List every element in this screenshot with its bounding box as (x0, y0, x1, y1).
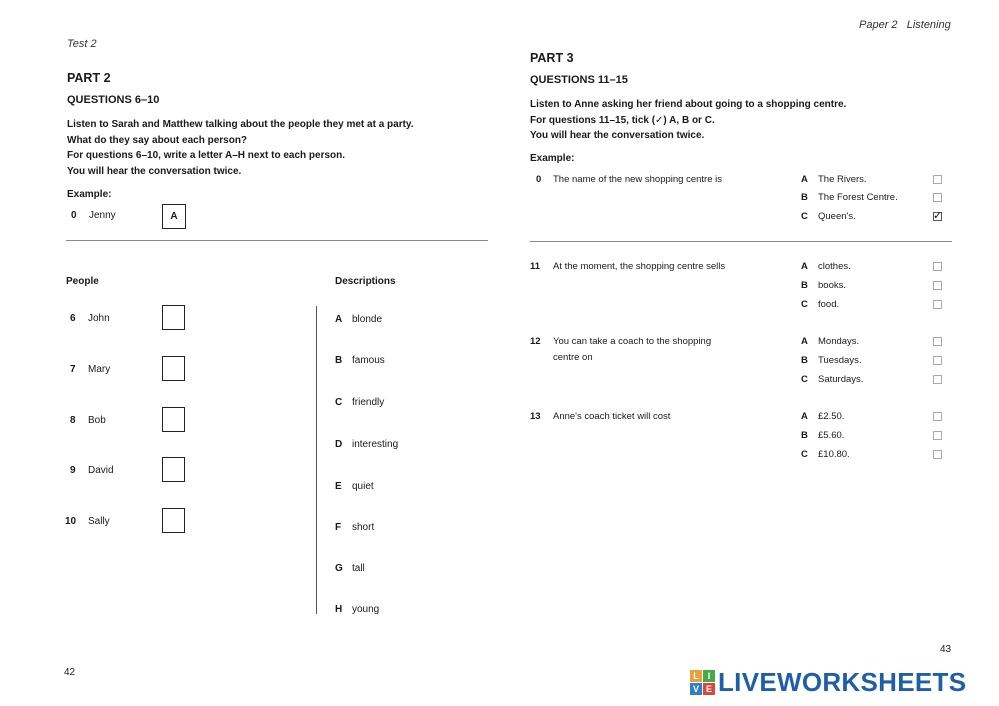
person-number: 10 (65, 516, 77, 527)
option-letter: B (801, 192, 808, 203)
left-divider (66, 240, 488, 241)
example-name: Jenny (89, 210, 116, 221)
description-letter: H (335, 604, 343, 615)
instruction-line: Listen to Sarah and Matthew talking about the people they met at a party. (67, 119, 414, 130)
person-name: Bob (88, 415, 106, 426)
description-text: friendly (352, 397, 385, 408)
description-text: interesting (352, 439, 399, 450)
tickbox-12-b[interactable] (933, 356, 942, 365)
description-text: famous (352, 355, 385, 366)
left-example-label: Example: (67, 189, 112, 200)
description-letter: D (335, 439, 343, 450)
instruction-line: For questions 6–10, write a letter A–H next to each person. (67, 150, 346, 161)
descriptions-divider (316, 306, 317, 614)
option-text: £2.50. (818, 411, 845, 422)
answer-box-7[interactable] (162, 356, 185, 381)
right-example-label: Example: (530, 153, 575, 164)
option-text: clothes. (818, 261, 851, 272)
question-number: 13 (530, 411, 541, 422)
option-text: Tuesdays. (818, 355, 862, 366)
part-2-title: PART 2 (67, 71, 111, 85)
person-number: 6 (70, 313, 76, 324)
tickbox-13-a[interactable] (933, 412, 942, 421)
person-name: John (88, 313, 110, 324)
right-page-number: 43 (940, 644, 952, 655)
example-tickbox-c-checked (933, 212, 942, 221)
person-name: Mary (88, 364, 111, 375)
instruction-line: What do they say about each person? (67, 134, 248, 146)
option-text: £10.80. (818, 449, 850, 460)
person-number: 9 (70, 465, 76, 476)
left-running-header: Test 2 (67, 38, 97, 50)
description-letter: B (335, 355, 343, 366)
tickbox-11-b[interactable] (933, 281, 942, 290)
option-text: The Forest Centre. (818, 192, 898, 203)
example-answer: A (170, 211, 178, 222)
description-text: young (352, 604, 380, 615)
tickbox-11-c[interactable] (933, 300, 942, 309)
answer-box-9[interactable] (162, 457, 185, 482)
description-text: blonde (352, 314, 383, 325)
option-letter: B (801, 430, 808, 441)
description-letter: G (335, 563, 343, 574)
people-header: People (66, 276, 99, 287)
option-letter: B (801, 355, 808, 366)
option-letter: C (801, 211, 808, 222)
logo-wordmark: LIVEWORKSHEETS (718, 667, 967, 697)
answer-box-6[interactable] (162, 305, 185, 330)
logo-grid-icon (690, 670, 715, 695)
option-letter: A (801, 261, 808, 272)
option-letter: A (801, 174, 808, 185)
tickbox-12-c[interactable] (933, 375, 942, 384)
person-name: David (88, 465, 114, 476)
part-3-instructions (530, 97, 930, 144)
description-letter: E (335, 481, 342, 492)
option-text: food. (818, 299, 840, 310)
instruction-line: For questions 11–15, tick (✓) A, B or C. (530, 114, 715, 126)
logo-grid-cell: I (703, 670, 715, 682)
option-text: Queen's. (818, 211, 856, 222)
example-question-number: 0 (536, 174, 542, 185)
tickbox-11-a[interactable] (933, 262, 942, 271)
option-letter: A (801, 411, 808, 422)
question-text: Anne's coach ticket will cost (553, 411, 671, 422)
person-name: Sally (88, 516, 110, 527)
example-number: 0 (71, 210, 77, 221)
example-question-text: The name of the new shopping centre is (553, 174, 722, 185)
option-letter: A (801, 336, 808, 347)
description-text: short (352, 522, 375, 533)
description-letter: C (335, 397, 343, 408)
tickbox-12-a[interactable] (933, 337, 942, 346)
question-number: 11 (530, 261, 541, 272)
tickbox-13-b[interactable] (933, 431, 942, 440)
example-tickbox-b (933, 193, 942, 202)
option-text: £5.60. (818, 430, 845, 441)
right-divider (530, 241, 952, 242)
instruction-line: You will hear the conversation twice. (67, 165, 242, 177)
option-text: books. (818, 280, 846, 291)
answer-box-8[interactable] (162, 407, 185, 432)
option-text: Mondays. (818, 336, 860, 347)
liveworksheets-logo (690, 667, 966, 698)
part-3-title: PART 3 (530, 51, 574, 65)
logo-grid-cell: L (690, 670, 702, 682)
logo-grid-cell: E (703, 683, 715, 695)
instruction-line: Listen to Anne asking her friend about going to a shopping centre. (530, 99, 847, 110)
part-2-instructions (67, 117, 467, 179)
instruction-line: You will hear the conversation twice. (530, 130, 705, 141)
question-number: 12 (530, 336, 541, 347)
person-number: 8 (70, 415, 76, 426)
description-letter: A (335, 314, 343, 325)
option-letter: C (801, 299, 808, 310)
logo-grid-cell: V (690, 683, 702, 695)
right-running-header: Paper 2 Listening (859, 19, 951, 31)
tickbox-13-c[interactable] (933, 450, 942, 459)
option-text: Saturdays. (818, 374, 864, 385)
left-page-number: 42 (64, 667, 76, 678)
questions-11-15-title: QUESTIONS 11–15 (530, 74, 628, 86)
description-letter: F (335, 522, 342, 533)
option-text: The Rivers. (818, 174, 867, 185)
question-text: At the moment, the shopping centre sells (553, 261, 726, 272)
questions-6-10-title: QUESTIONS 6–10 (67, 94, 160, 106)
question-text: centre on (553, 352, 593, 363)
example-answer-box (162, 204, 186, 229)
option-letter: C (801, 449, 808, 460)
option-letter: C (801, 374, 808, 385)
person-number: 7 (70, 364, 76, 375)
descriptions-header: Descriptions (335, 276, 396, 287)
question-text: You can take a coach to the shopping (553, 336, 712, 347)
answer-box-10[interactable] (162, 508, 185, 533)
description-text: tall (352, 563, 365, 574)
example-tickbox-a (933, 175, 942, 184)
description-text: quiet (352, 481, 374, 492)
option-letter: B (801, 280, 808, 291)
